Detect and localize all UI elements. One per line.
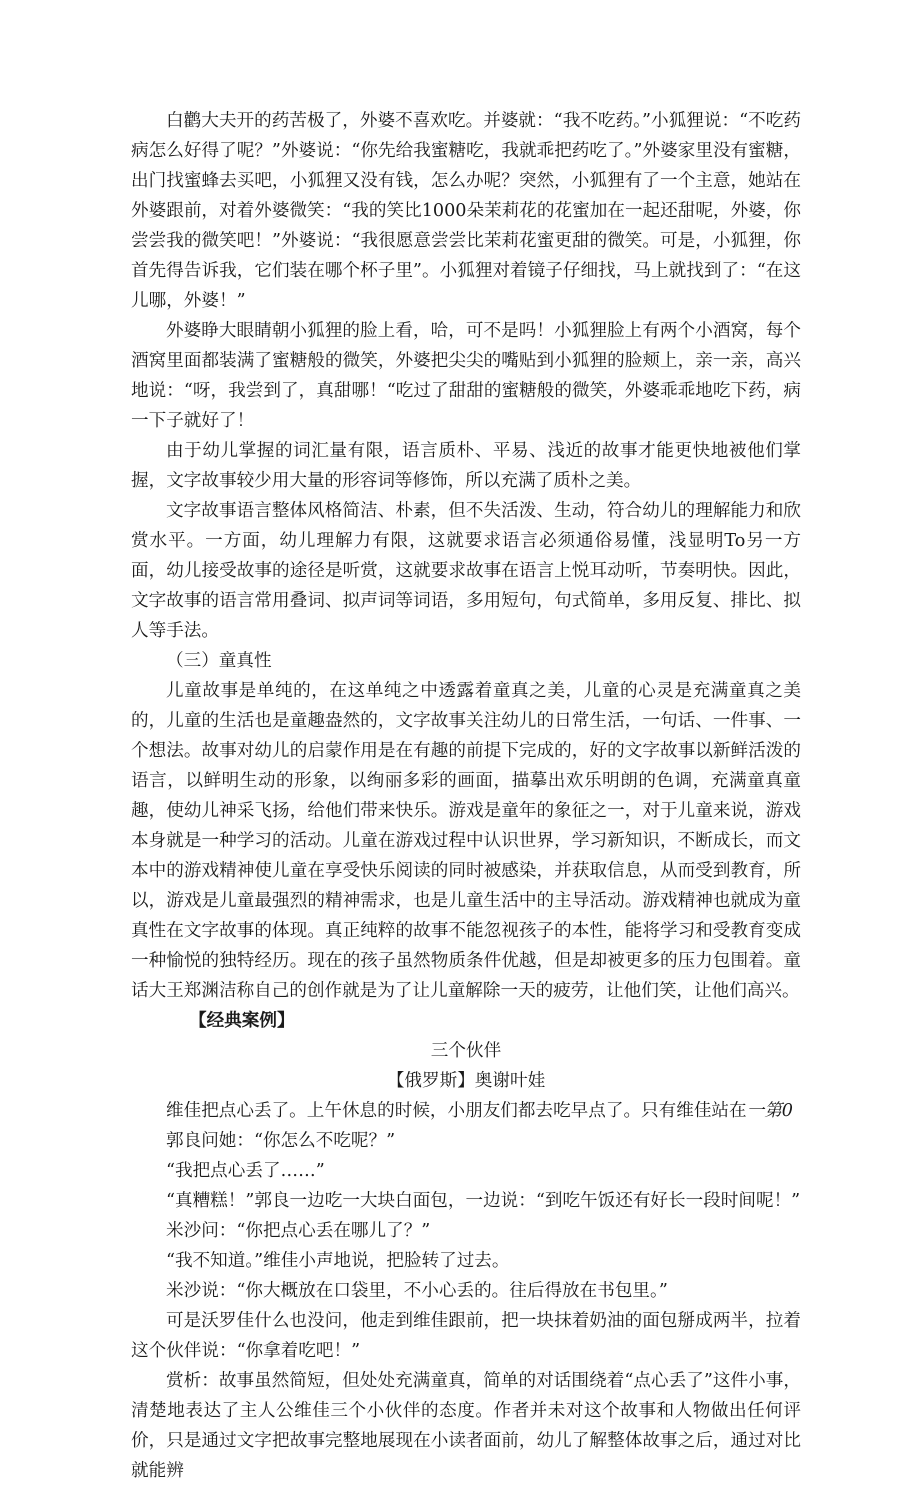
story-line: “我把点心丢了……” xyxy=(166,1161,325,1181)
story-line-scribble: 一第0 xyxy=(746,1101,793,1121)
paragraph-vocabulary: 由于幼儿掌握的词汇量有限，语言质朴、平易、浅近的故事才能更快地被他们掌握，文字故事较少用大量的形容词等修饰，所以充满了质朴之美。 xyxy=(131,441,801,491)
story-author: 【俄罗斯】奥谢叶娃 xyxy=(386,1071,546,1091)
story-line: 米沙说：“你大概放在口袋里，不小心丢的。往后得放在书包里。” xyxy=(166,1281,668,1301)
story-line xyxy=(131,1096,801,1126)
paragraph-language-style: 文字故事语言整体风格简洁、朴素，但不失活泼、生动，符合幼儿的理解能力和欣赏水平。一方面，幼儿理解力有限，这就要求语言必须通俗易懂，浅显明To另一方面，幼儿接受故事的途径是听赏，这就要求故事在语言上悦耳动听，节奏明快。因此，文字故事的语言常用叠词、拟声词等词语，多用短句，句式简单，多用反复、排比、拟人等手法。 xyxy=(131,501,801,641)
paragraph-story-part1: 白鹳大夫开的药苦极了，外婆不喜欢吃。并婆就：“我不吃药。”小狐狸说：“不吃药病怎么好得了呢？”外婆说：“你先给我蜜糖吃，我就乖把药吃了。”外婆家里没有蜜糖，出门找蜜蜂去买吧，小狐狸又没有钱，怎么办呢？突然，小狐狸有了一个主意，她站在外婆跟前，对着外婆微笑：“我的笑比1000朵茉莉花的花蜜加在一起还甜呢，外婆，你尝尝我的微笑吧！”外婆说：“我很愿意尝尝比茉莉花蜜更甜的微笑。可是，小狐狸，你首先得告诉我，它们装在哪个杯子里”。小狐狸对着镜子仔细找，马上就找到了：“在这儿哪，外婆！” xyxy=(131,111,801,311)
story-line: “我不知道。”维佳小声地说，把脸转了过去。 xyxy=(166,1251,510,1271)
appreciation-paragraph: 赏析：故事虽然简短，但处处充满童真，简单的对话围绕着“点心丢了”这件小事，清楚地表达了主人公维佳三个小伙伴的态度。作者并未对这个故事和人物做出任何评价，只是通过文字把故事完整地展现在小读者面前，幼儿了解整体故事之后，通过对比就能辨 xyxy=(131,1371,801,1481)
story-line: 郭良问她：“你怎么不吃呢？” xyxy=(166,1131,396,1151)
story-line: “真糟糕！”郭良一边吃一大块白面包，一边说：“到吃午饭还有好长一段时间呢！” xyxy=(166,1191,801,1211)
story-line-text: 维佳把点心丢了。上午休息的时候，小朋友们都去吃早点了。只有维佳站在 xyxy=(166,1101,747,1121)
story-line: 米沙问：“你把点心丢在哪儿了？” xyxy=(166,1221,431,1241)
story-title: 三个伙伴 xyxy=(430,1041,502,1061)
story-line: 可是沃罗佳什么也没问，他走到维佳跟前，把一块抹着奶油的面包掰成两半，拉着这个伙伴说：“你拿着吃吧！” xyxy=(131,1311,801,1361)
text-column xyxy=(131,106,801,1486)
section-heading-innocence: （三）童真性 xyxy=(166,651,272,671)
paragraph-story-part2: 外婆睁大眼睛朝小狐狸的脸上看，哈，可不是吗！小狐狸脸上有两个小酒窝，每个酒窝里面都装满了蜜糖般的微笑，外婆把尖尖的嘴贴到小狐狸的脸颊上，亲一亲，高兴地说：“呀，我尝到了，真甜哪！“吃过了甜甜的蜜糖般的微笑，外婆乖乖地吃下药，病一下子就好了！ xyxy=(131,321,801,431)
paragraph-innocence: 儿童故事是单纯的，在这单纯之中透露着童真之美，儿童的心灵是充满童真之美的，儿童的生活也是童趣盎然的，文字故事关注幼儿的日常生活，一句话、一件事、一个想法。故事对幼儿的启蒙作用是在有趣的前提下完成的，好的文字故事以新鲜活泼的语言，以鲜明生动的形象，以绚丽多彩的画面，描摹出欢乐明朗的色调，充满童真童趣，使幼儿神采飞扬，给他们带来快乐。游戏是童年的象征之一，对于儿童来说，游戏本身就是一种学习的活动。儿童在游戏过程中认识世界，学习新知识，不断成长，而文本中的游戏精神使儿童在享受快乐阅读的同时被感染，并获取信息，从而受到教育，所以，游戏是儿童最强烈的精神需求，也是儿童生活中的主导活动。游戏精神也就成为童真性在文字故事的体现。真正纯粹的故事不能忽视孩子的本性，能将学习和受教育变成一种愉悦的独特经历。现在的孩子虽然物质条件优越，但是却被更多的压力包围着。童话大王郑渊洁称自己的创作就是为了让儿童解除一天的疲劳，让他们笑，让他们高兴。 xyxy=(131,681,801,1001)
classic-case-heading: 【经典案例】 xyxy=(189,1010,295,1031)
